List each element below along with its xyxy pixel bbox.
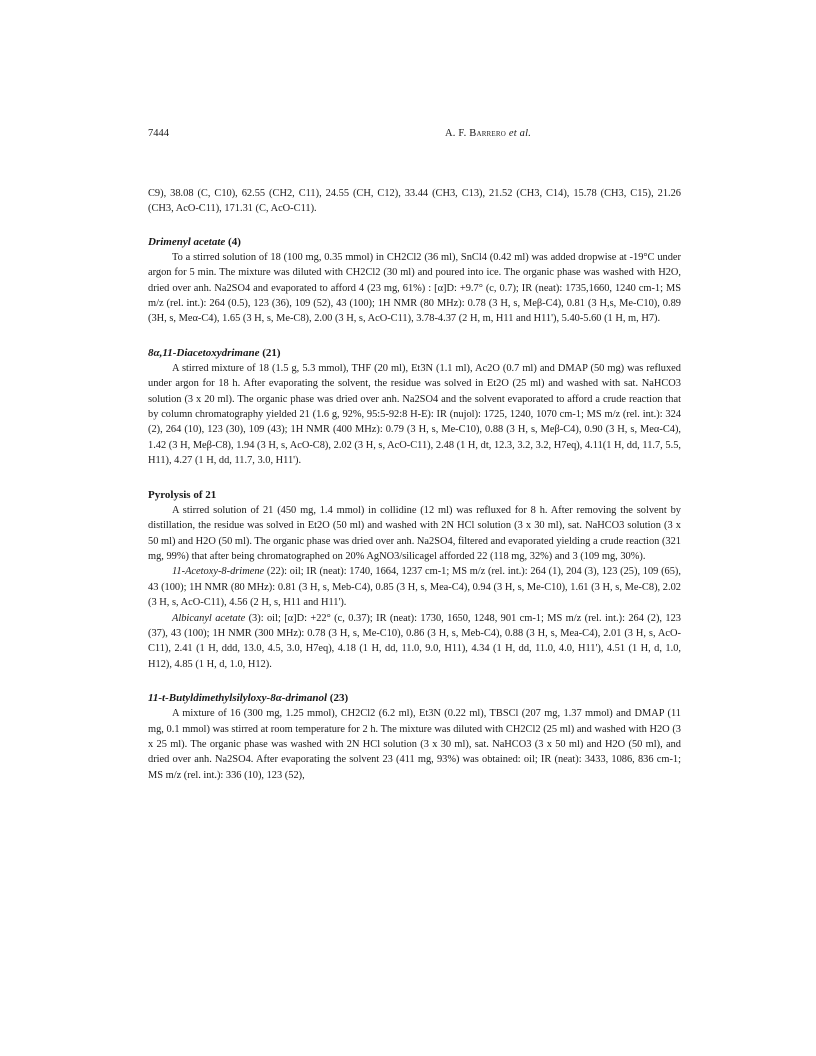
continuation-paragraph: C9), 38.08 (C, C10), 62.55 (CH2, C11), 24.55 (CH, C12), 33.44 (CH3, C13), 21.52 (CH3, C14), 15.78 (CH3, C15), 21.26 (CH3, AcO-C11), 171.31 (C, AcO-C11).	[148, 188, 681, 215]
acetoxy-drimene-paragraph: 11-Acetoxy-8-drimene (22): oil; IR (neat): 1740, 1664, 1237 cm-1; MS m/z (rel. int.): 264 (1), 204 (3), 123 (25), 109 (65), 43 (100); 1H NMR (80 MHz): 0.81 (3 H, s, Meb-C4), 0.85 (3 H, s, Mea-C4), 0.94 (3 H, s, Me-C10), 1.61 (3 H, s, Me-C8), 2.02 (3 H, s, AcO-C11), 4.56 (2 H, s, H11 and H11').	[148, 566, 681, 609]
diacetoxydrimane-paragraph: A stirred mixture of 18 (1.5 g, 5.3 mmol), THF (20 ml), Et3N (1.1 ml), Ac2O (0.7 ml) and DMAP (50 mg) was refluxed under argon for 18 h. After evaporating the solvent, the residue was solved in Et2O (25 ml) and washed with sat. NaHCO3 solution (3 x 20 ml). The organic phase was dried over anh. Na2SO4 and the solvent evaporated to afford a crude reaction that by column chromatography yielded 21 (1.6 g, 92%, 95:5-92:8 H-E): IR (nujol): 1725, 1240, 1070 cm-1; MS m/z (rel. int.): 324 (2), 264 (10), 123 (30), 109 (43); 1H NMR (400 MHz): 0.79 (3 H, s, Me-C10), 0.88 (3 H, s, Meβ-C4), 0.90 (3 H, s, Meα-C4), 1.42 (3 H, Meβ-C8), 1.94 (3 H, s, AcO-C8), 2.02 (3 H, s, AcO-C11), 2.48 (1 H, dt, 12.3, 3.2, 3.2, H7eq), 4.11(1 H, dd, 11.7, 5.5, H11), 4.27 (1 H, dd, 11.7, 3.0, H11').	[148, 362, 681, 467]
section-heading-silyloxy-drimanol: 11-t-Butyldimethylsilyloxy-8α-drimanol (23)	[148, 692, 349, 705]
silyloxy-drimanol-paragraph: A mixture of 16 (300 mg, 1.25 mmol), CH2Cl2 (6.2 ml), Et3N (0.22 ml), TBSCl (207 mg, 1.37 mmol) and DMAP (11 mg, 0.1 mmol) was stirred at room temperature for 2 h. The mixture was diluted with CH2Cl2 (25 ml) and washed with H2O (3 x 25 ml). The organic phase was washed with 2N HCl solution (3 x 30 ml), sat. NaHCO3 (3 x 50 ml) and H2O (50 ml), and dried over anh. Na2SO4. After evaporating the solvent 23 (411 mg, 93%) was obtained: oil; IR (neat): 3433, 1086, 836 cm-1; MS m/z (rel. int.): 336 (10), 123 (52),	[148, 708, 681, 781]
running-head	[148, 128, 816, 142]
section-heading-pyrolysis: Pyrolysis of 21	[148, 488, 217, 501]
author-header: A. F. Barrero et al.	[444, 128, 532, 139]
section-heading-diacetoxydrimane: 8α,11-Diacetoxydrimane (21)	[148, 346, 281, 359]
drimenyl-acetate-paragraph: To a stirred solution of 18 (100 mg, 0.35 mmol) in CH2Cl2 (36 ml), SnCl4 (0.42 ml) was added dropwise at -19°C under argon for 5 min. The mixture was diluted with CH2Cl2 (30 ml) and poured into ice. The organic phase was washed with H2O, dried over anh. Na2SO4 and evaporated to afford 4 (23 mg, 61%) : [α]D: +9.7° (c, 0.7); IR (neat): 1735,1660, 1240 cm-1; MS m/z (rel. int.): 264 (0.5), 123 (36), 109 (52), 43 (100); 1H NMR (80 MHz): 0.78 (3 H, s, Meβ-C4), 0.81 (3 H,s, Me-C10), 0.89 (3H, s, Meα-C4), 1.65 (3 H, s, Me-C8), 2.00 (3 H, s, AcO-C11), 3.78-4.37 (2 H, m, H11 and H11'), 5.40-5.60 (1 H, m, H7).	[148, 251, 681, 325]
pyrolysis-paragraph: A stirred solution of 21 (450 mg, 1.4 mmol) in collidine (12 ml) was refluxed for 8 h. After removing the solvent by distillation, the residue was solved in Et2O (50 ml) and washed with 2N HCl solution (3 x 30 ml), sat. NaHCO3 solution (3 x 50 ml) and H2O (50 ml). The organic phase was dried over anh. Na2SO4, filtered and evaporated yielding a crude reaction (321 mg, 99%) that after being chromatographed on 20% AgNO3/silicagel afforded 22 (118 mg, 32%) and 3 (109 mg, 30%).	[148, 504, 681, 562]
albicanyl-acetate-paragraph: Albicanyl acetate (3): oil; [α]D: +22° (c, 0.37); IR (neat): 1730, 1650, 1248, 901 cm-1; MS m/z (rel. int.): 264 (2), 123 (37), 43 (100); 1H NMR (300 MHz): 0.78 (3 H, s, Me-C10), 0.86 (3 H, s, Meb-C4), 0.88 (3 H, s, Mea-C4), 2.01 (3 H, s, AcO-C11), 2.41 (1 H, ddd, 13.0, 4.5, 3.0, H7eq), 4.18 (1 H, dd, 11.0, 9.0, H11), 4.34 (1 H, dd, 11.0, 4.0, H11'), 4.51 (1 H, d, 1.0, H12), 4.85 (1 H, d, 1.0, H12).	[148, 612, 681, 670]
section-heading-drimenyl-acetate: Drimenyl acetate (4)	[148, 235, 241, 248]
page-body	[148, 186, 681, 783]
page-number: 7444	[148, 128, 169, 139]
